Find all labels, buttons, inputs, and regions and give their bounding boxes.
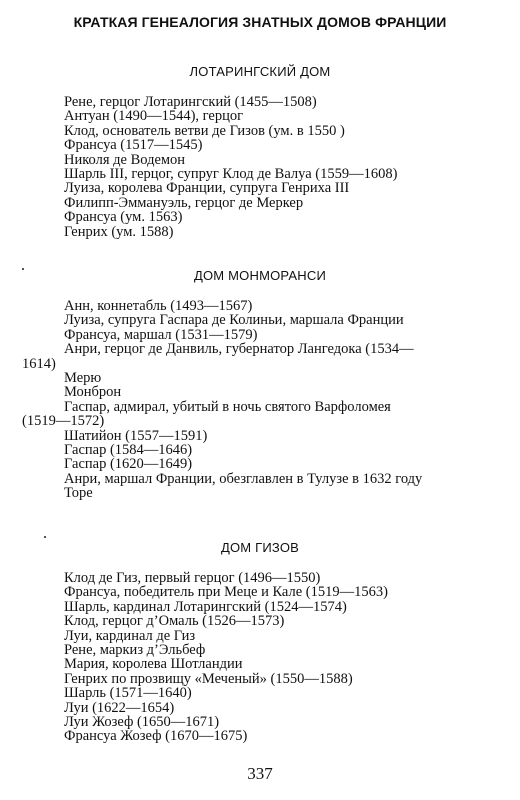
list-item: Мария, королева Шотландии (64, 656, 243, 673)
list-item: Анн, коннетабль (1493—1567) (64, 298, 253, 314)
list-item: Шарль (1571—1640) (64, 685, 192, 702)
page-title: КРАТКАЯ ГЕНЕАЛОГИЯ ЗНАТНЫХ ДОМОВ ФРАНЦИИ (73, 14, 447, 30)
list-item: Франсуа, маршал (1531—1579) (64, 326, 258, 343)
list-item: Гаспар (1620—1649) (64, 456, 193, 473)
list-item: Анри, маршал Франции, обезглавлен в Тулузе в 1632 году (64, 470, 423, 487)
list-item: Рене, герцог Лотарингский (1455—1508) (64, 94, 317, 110)
list-item: Франсуа (ум. 1563) (64, 209, 183, 226)
section-heading: ДОМ МОНМОРАНСИ (193, 268, 327, 283)
list-item: Клод, основатель ветви де Гизов (ум. в 1550 ) (64, 122, 345, 139)
entry-list (0, 95, 520, 239)
list-item: Монброн (64, 384, 122, 401)
list-item: Гаспар, адмирал, убитый в ночь святого Варфоломея (64, 398, 391, 415)
list-item: Луиза, королева Франции, супруга Генриха III (64, 180, 350, 197)
list-item: Клод де Гиз, первый герцог (1496—1550) (64, 570, 321, 586)
list-item-continuation: 1614) (22, 355, 56, 372)
section-guise (0, 540, 520, 744)
list-item: Рене, маркиз д’Эльбеф (64, 642, 206, 659)
list-item: Шарль, кардинал Лотарингский (1524—1574) (64, 598, 347, 615)
list-item: Луи, кардинал де Гиз (64, 627, 196, 644)
list-item: Франсуа, победитель при Меце и Кале (1519—1563) (64, 584, 388, 601)
list-item: Луи Жозеф (1650—1671) (64, 714, 220, 731)
page-number: 337 (247, 764, 273, 783)
list-item: Генрих (ум. 1588) (64, 223, 174, 240)
section-lorraine (0, 64, 520, 239)
list-item: Торе (64, 485, 93, 502)
list-item: Антуан (1490—1544), герцог (64, 108, 244, 125)
list-item: Мерю (64, 370, 102, 387)
list-item-continuation: (1519—1572) (22, 413, 105, 430)
list-item: Клод, герцог д’Омаль (1526—1573) (64, 613, 285, 630)
section-montmorency (0, 268, 520, 501)
list-item: Гаспар (1584—1646) (64, 442, 193, 459)
list-item: Филипп-Эммануэль, герцог де Меркер (64, 194, 304, 211)
list-item: Франсуа Жозеф (1670—1675) (64, 728, 248, 745)
list-item: Луиза, супруга Гаспара де Колиньи, маршала Франции (64, 312, 404, 329)
section-heading: ЛОТАРИНГСКИЙ ДОМ (189, 64, 331, 79)
entry-list (0, 571, 520, 744)
list-item: Луи (1622—1654) (64, 699, 175, 716)
list-item: Шарль III, герцог, супруг Клод де Валуа (1559—1608) (64, 166, 398, 183)
list-item: Шатийон (1557—1591) (64, 427, 208, 444)
list-item: Анри, герцог де Данвиль, губернатор Лангедока (1534— (64, 341, 414, 358)
entry-list (0, 299, 520, 501)
section-heading: ДОМ ГИЗОВ (220, 540, 300, 555)
print-speck (44, 536, 46, 538)
list-item: Генрих по прозвищу «Меченый» (1550—1588) (64, 670, 353, 687)
list-item: Франсуа (1517—1545) (64, 137, 203, 154)
list-item: Николя де Водемон (64, 151, 186, 168)
